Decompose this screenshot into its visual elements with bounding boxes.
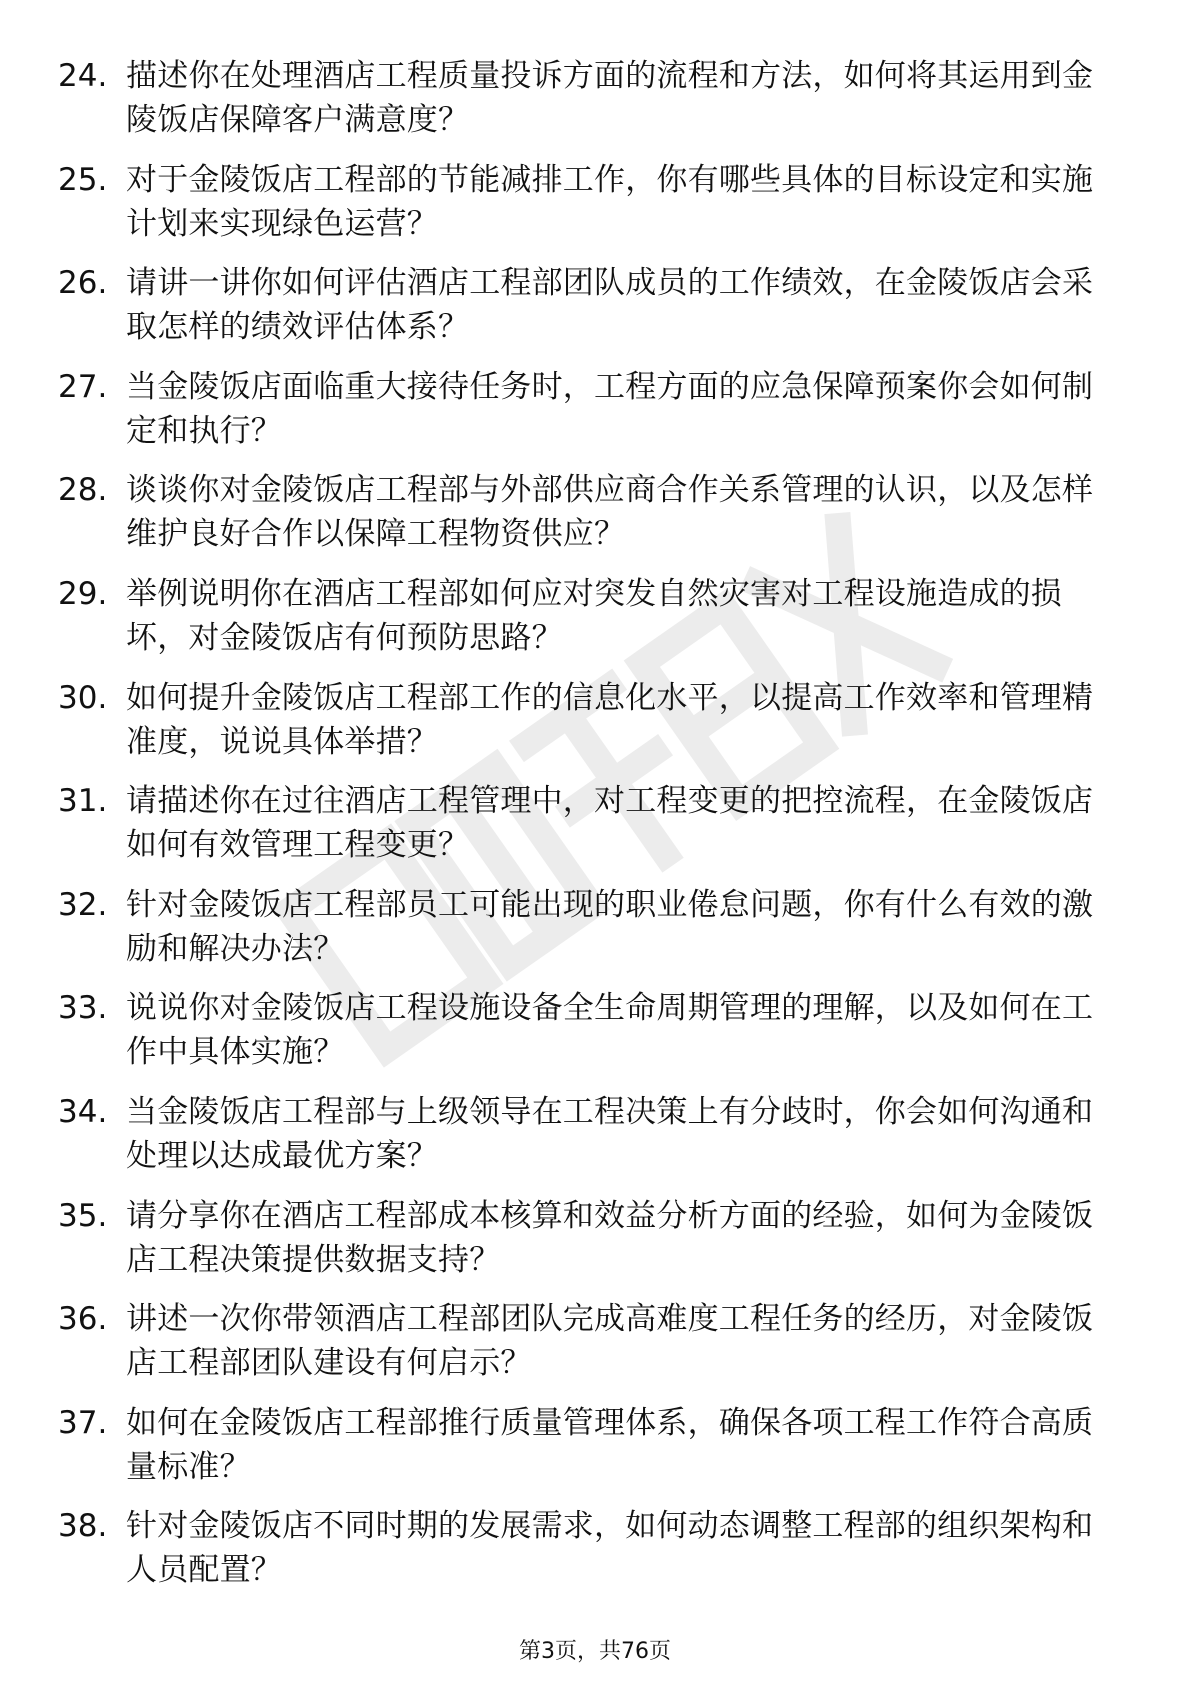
question-text: 请分享你在酒店工程部成本核算和效益分析方面的经验，如何为金陵饭店工程决策提供数据支持？ xyxy=(126,1197,1094,1278)
list-item xyxy=(58,365,1108,469)
question-text: 如何在金陵饭店工程部推行质量管理体系，确保各项工程工作符合高质量标准？ xyxy=(126,1404,1094,1485)
question-text: 说说你对金陵饭店工程设施设备全生命周期管理的理解，以及如何在工作中具体实施？ xyxy=(126,990,1094,1071)
question-number: 25. xyxy=(58,161,108,198)
list-item xyxy=(58,676,1108,780)
list-item xyxy=(58,883,1108,987)
question-text: 针对金陵饭店不同时期的发展需求，如何动态调整工程部的组织架构和人员配置？ xyxy=(126,1508,1094,1589)
question-text: 谈谈你对金陵饭店工程部与外部供应商合作关系管理的认识，以及怎样维护良好合作以保障工程物资供应？ xyxy=(126,472,1094,553)
list-item xyxy=(58,1194,1108,1298)
question-number: 38. xyxy=(58,1508,108,1545)
list-item xyxy=(58,261,1108,365)
page-footer: 第3页，共76页 xyxy=(519,1639,671,1664)
list-item xyxy=(58,1504,1108,1608)
question-text: 描述你在处理酒店工程质量投诉方面的流程和方法，如何将其运用到金陵饭店保障客户满意度？ xyxy=(126,58,1094,138)
question-number: 24. xyxy=(58,58,108,94)
question-text: 讲述一次你带领酒店工程部团队完成高难度工程任务的经历，对金陵饭店工程部团队建设有何启示？ xyxy=(126,1301,1094,1382)
list-item xyxy=(58,1090,1108,1194)
question-number: 27. xyxy=(58,368,108,405)
question-number: 32. xyxy=(58,886,108,923)
question-number: 31. xyxy=(58,783,108,820)
question-text: 当金陵饭店工程部与上级领导在工程决策上有分歧时，你会如何沟通和处理以达成最优方案？ xyxy=(126,1093,1094,1174)
question-number: 35. xyxy=(58,1197,108,1234)
question-number: 30. xyxy=(58,679,108,716)
question-number: 37. xyxy=(58,1404,108,1441)
list-item xyxy=(58,986,1108,1090)
question-text: 如何提升金陵饭店工程部工作的信息化水平，以提高工作效率和管理精准度，说说具体举措？ xyxy=(126,679,1094,760)
question-list xyxy=(58,54,1108,1608)
list-item xyxy=(58,779,1108,883)
list-item xyxy=(58,158,1108,262)
list-item xyxy=(58,572,1108,676)
question-number: 28. xyxy=(58,472,108,509)
question-text: 当金陵饭店面临重大接待任务时，工程方面的应急保障预案你会如何制定和执行？ xyxy=(126,368,1094,449)
question-number: 29. xyxy=(58,575,108,612)
list-item xyxy=(58,54,1108,158)
question-text: 举例说明你在酒店工程部如何应对突发自然灾害对工程设施造成的损坏，对金陵饭店有何预防思路？ xyxy=(126,575,1062,656)
question-number: 36. xyxy=(58,1301,108,1338)
question-text: 针对金陵饭店工程部员工可能出现的职业倦怠问题，你有什么有效的激励和解决办法？ xyxy=(126,886,1094,967)
list-item xyxy=(58,1401,1108,1505)
question-number: 33. xyxy=(58,990,108,1027)
question-text: 请讲一讲你如何评估酒店工程部团队成员的工作绩效，在金陵饭店会采取怎样的绩效评估体系？ xyxy=(126,265,1094,346)
list-item xyxy=(58,1297,1108,1401)
question-number: 34. xyxy=(58,1093,108,1130)
question-number: 26. xyxy=(58,265,108,302)
list-item xyxy=(58,468,1108,572)
question-text: 请描述你在过往酒店工程管理中，对工程变更的把控流程，在金陵饭店如何有效管理工程变更？ xyxy=(126,783,1094,864)
question-text: 对于金陵饭店工程部的节能减排工作，你有哪些具体的目标设定和实施计划来实现绿色运营？ xyxy=(126,161,1094,242)
